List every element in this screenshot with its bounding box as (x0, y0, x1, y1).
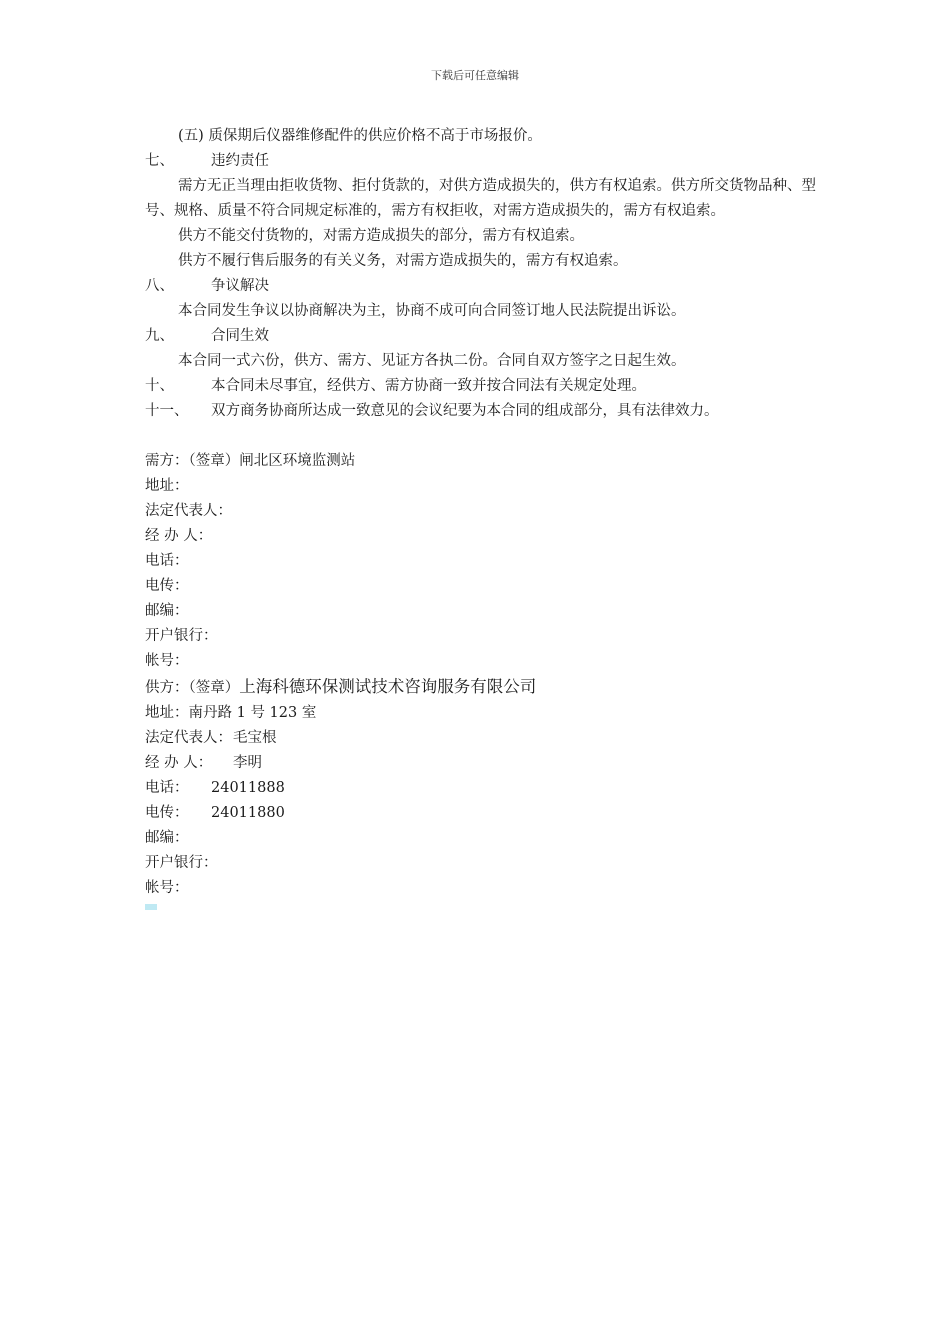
section-10 (145, 374, 825, 399)
contract-body (145, 124, 825, 910)
supplier-phone (145, 776, 825, 801)
section-8-title: 争议解决 (211, 278, 269, 294)
section-8-heading (145, 274, 825, 299)
buyer-legal-rep: 法定代表人： (145, 503, 232, 519)
supplier-label: 供方：（签章） (145, 680, 240, 696)
supplier-legal-rep (145, 726, 825, 751)
supplier-signature-line (145, 674, 825, 701)
supplier-agent-label: 经 办 人： (145, 755, 213, 771)
section-10-number: 十、 (145, 378, 174, 394)
buyer-bank: 开户银行： (145, 628, 218, 644)
supplier-fax-value: 24011880 (211, 805, 285, 821)
supplier-legal-rep-value: 毛宝根 (233, 730, 277, 746)
supplier-legal-rep-label: 法定代表人： (145, 730, 232, 746)
section-7-paragraph-3: 供方不履行售后服务的有关义务，对需方造成损失的，需方有权追索。 (178, 253, 628, 269)
buyer-account: 帐号： (145, 653, 189, 669)
section-11 (145, 399, 825, 424)
section-8-number: 八、 (145, 278, 174, 294)
section-7-heading (145, 149, 825, 174)
supplier-address-value: 南丹路 1 号 123 室 (188, 705, 317, 721)
spacer (145, 424, 825, 449)
supplier-fax (145, 801, 825, 826)
buyer-address: 地址： (145, 478, 189, 494)
buyer-label: 需方：（签章） (145, 453, 240, 469)
supplier-phone-value: 24011888 (211, 780, 285, 796)
section-11-text: 双方商务协商所达成一致意见的会议纪要为本合同的组成部分，具有法律效力。 (211, 403, 719, 419)
text-cursor-marker (145, 904, 157, 910)
buyer-phone: 电话： (145, 553, 189, 569)
supplier-agent-value: 李明 (233, 755, 262, 771)
section-9-heading (145, 324, 825, 349)
supplier-name: 上海科德环保测试技术咨询服务有限公司 (239, 677, 537, 696)
supplier-bank: 开户银行： (145, 855, 218, 871)
section-7-paragraph-2: 供方不能交付货物的，对需方造成损失的部分，需方有权追索。 (178, 228, 584, 244)
page-header: 下载后可任意编辑 (431, 69, 519, 82)
supplier-postcode: 邮编： (145, 830, 189, 846)
section-7-paragraph-1: 需方无正当理由拒收货物、拒付货款的，对供方造成损失的，供方有权追索。供方所交货物品种、型号、规格、质量不符合同规定标准的，需方有权拒收，对需方造成损失的，需方有权追索。 (145, 178, 816, 219)
supplier-address-label: 地址： (145, 705, 189, 721)
buyer-postcode: 邮编： (145, 603, 189, 619)
section-11-number: 十一、 (145, 403, 189, 419)
supplier-address (145, 701, 825, 726)
supplier-agent (145, 751, 825, 776)
section-8-paragraph-1: 本合同发生争议以协商解决为主，协商不成可向合同签订地人民法院提出诉讼。 (178, 303, 686, 319)
supplier-account: 帐号： (145, 880, 189, 896)
supplier-fax-label: 电传： (145, 805, 189, 821)
buyer-name: 闸北区环境监测站 (239, 453, 356, 469)
section-9-paragraph-1: 本合同一式六份，供方、需方、见证方各执二份。合同自双方签字之日起生效。 (178, 353, 686, 369)
section-7-title: 违约责任 (211, 153, 269, 169)
section-9-number: 九、 (145, 328, 174, 344)
buyer-agent: 经 办 人： (145, 528, 213, 544)
section-10-text: 本合同未尽事宜，经供方、需方协商一致并按合同法有关规定处理。 (211, 378, 646, 394)
buyer-signature-line (145, 449, 825, 474)
section-7-number: 七、 (145, 153, 174, 169)
buyer-fax: 电传： (145, 578, 189, 594)
section-9-title: 合同生效 (211, 328, 269, 344)
clause-5-item: (五) 质保期后仪器维修配件的供应价格不高于市场报价。 (178, 128, 542, 144)
supplier-phone-label: 电话： (145, 780, 189, 796)
